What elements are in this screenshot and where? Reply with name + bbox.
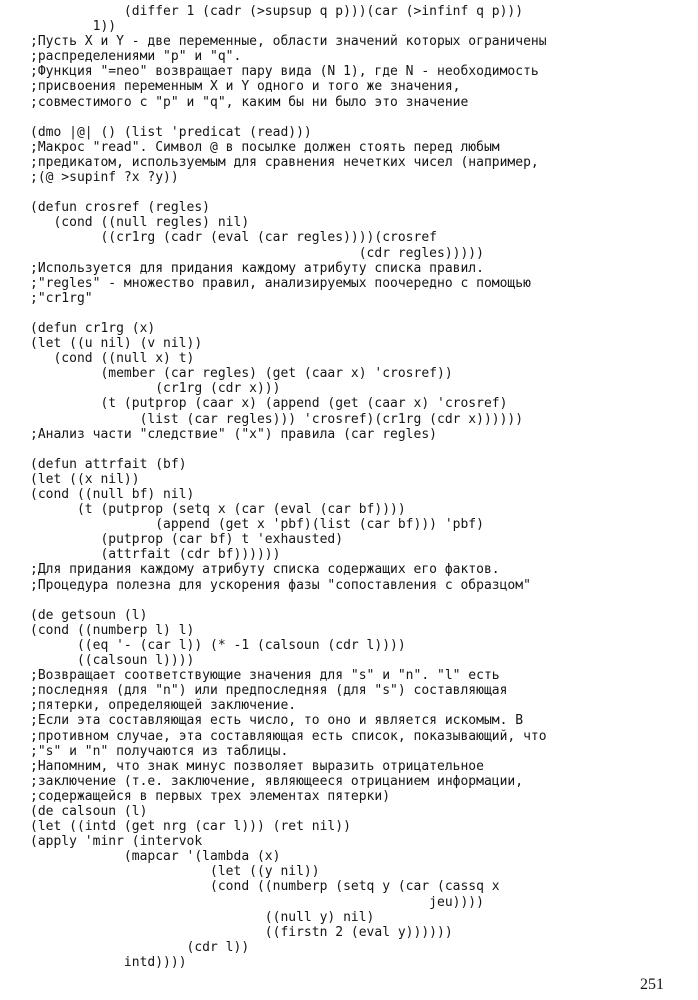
code-line: ((null y) nil): [30, 909, 375, 925]
code-line: (putprop (car bf) t 'exhausted): [30, 532, 344, 548]
comment-line: ;распределениями "p" и "q".: [30, 49, 242, 65]
code-line: ((calsoun l)))): [30, 653, 195, 669]
code-line: (cond ((numberp l) l): [30, 622, 195, 638]
blank-line: [30, 306, 690, 321]
code-line: ((eq '- (car l)) (* -1 (calsoun (cdr l)))): [30, 637, 406, 653]
comment-line: ;"cr1rg": [30, 290, 93, 306]
comment-line: ;Используется для придания каждому атрибуту списка правил.: [30, 260, 484, 276]
code-line: 1)): [30, 19, 117, 35]
code-line: (defun crosref (regles): [30, 200, 211, 216]
comment-line: ;содержащейся в первых трех элементах пятерки): [30, 788, 391, 804]
blank-line: [30, 110, 690, 125]
page-number: 251: [640, 976, 664, 993]
code-line: (cdr l)): [30, 939, 250, 955]
code-line: (mapcar '(lambda (x): [30, 849, 281, 865]
code-line: (cond ((null regles) nil): [30, 215, 250, 231]
code-line: (dmo |@| () (list 'predicat (read))): [30, 124, 312, 140]
code-line: ((firstn 2 (eval y)))))): [30, 924, 453, 940]
code-line: (t (putprop (setq x (car (eval (car bf)))): [30, 502, 406, 518]
code-line: intd)))): [30, 954, 187, 970]
code-line: (member (car regles) (get (caar x) 'crosref)): [30, 366, 453, 382]
code-line: (apply 'minr (intervok: [30, 834, 203, 850]
code-listing: [30, 4, 690, 970]
code-line: (differ 1 (cadr (>supsup q p)))(car (>infinf q p))): [30, 4, 524, 19]
comment-line: ;Процедура полезна для ускорения фазы "сопоставления с образцом": [30, 577, 531, 593]
code-line: (t (putprop (caar x) (append (get (caar x) 'crosref): [30, 396, 508, 412]
comment-line: ;Если эта составляющая есть число, то оно и является искомым. В: [30, 713, 524, 729]
comment-line: ;"regles" - множество правил, анализируемых поочередно с помощью: [30, 275, 531, 291]
code-line: (defun attrfait (bf): [30, 456, 187, 472]
code-line: (append (get x 'pbf)(list (car bf))) 'pbf): [30, 517, 484, 533]
code-line: (cond ((numberp (setq y (car (cassq x: [30, 879, 500, 895]
code-line: (defun cr1rg (x): [30, 320, 156, 336]
code-line: (cr1rg (cdr x))): [30, 381, 281, 397]
comment-line: ;(@ >supinf ?x ?y)): [30, 170, 179, 186]
code-line: (let ((y nil)): [30, 864, 320, 880]
blank-line: [30, 442, 690, 457]
code-line: (cond ((null bf) nil): [30, 487, 195, 502]
comment-line: ;Возвращает соответствующие значения для "s" и "n". "l" есть: [30, 668, 500, 684]
code-line: (de getsoun (l): [30, 607, 148, 623]
comment-line: ;противном случае, эта составляющая есть список, показывающий, что: [30, 728, 547, 744]
blank-line: [30, 593, 690, 608]
blank-line: [30, 185, 690, 200]
comment-line: ;Макрос "read". Символ @ в посылке должен стоять перед любым: [30, 139, 500, 155]
code-line: (list (car regles))) 'crosref)(cr1rg (cdr x)))))): [30, 411, 524, 427]
code-line: (let ((x nil)): [30, 471, 140, 487]
code-line: (cond ((null x) t): [30, 351, 195, 367]
comment-line: ;"s" и "n" получаются из таблицы.: [30, 743, 289, 759]
comment-line: ;присвоения переменным X и Y одного и того же значения,: [30, 79, 461, 95]
comment-line: ;Напомним, что знак минус позволяет выразить отрицательное: [30, 758, 484, 774]
comment-line: ;пятерки, определяющей заключение.: [30, 698, 297, 714]
comment-line: ;Для придания каждому атрибуту списка содержащих его фактов.: [30, 562, 500, 578]
code-line: (let ((u nil) (v nil)): [30, 336, 203, 352]
comment-line: ;последняя (для "n") или предпоследняя (для "s") составляющая: [30, 683, 508, 699]
comment-line: ;Функция "=neo" возвращает пару вида (N 1), где N - необходимость: [30, 64, 539, 80]
code-line: jeu)))): [30, 894, 484, 910]
code-line: ((cr1rg (cadr (eval (car regles))))(crosref: [30, 230, 437, 246]
code-line: (de calsoun (l): [30, 803, 148, 819]
comment-line: ;предикатом, используемым для сравнения нечетких чисел (например,: [30, 154, 539, 170]
comment-line: ;Анализ части "следствие" ("x") правила (car regles): [30, 426, 437, 442]
code-line: (let ((intd (get nrg (car l))) (ret nil)): [30, 819, 351, 835]
comment-line: ;Пусть X и Y - две переменные, области значений которых ограничены: [30, 34, 547, 50]
code-line: (attrfait (cdr bf)))))): [30, 547, 281, 563]
code-line: (cdr regles))))): [30, 245, 484, 261]
comment-line: ;заключение (т.е. заключение, являющееся отрицанием информации,: [30, 773, 524, 789]
comment-line: ;совместимого с "p" и "q", каким бы ни было это значение: [30, 94, 469, 110]
